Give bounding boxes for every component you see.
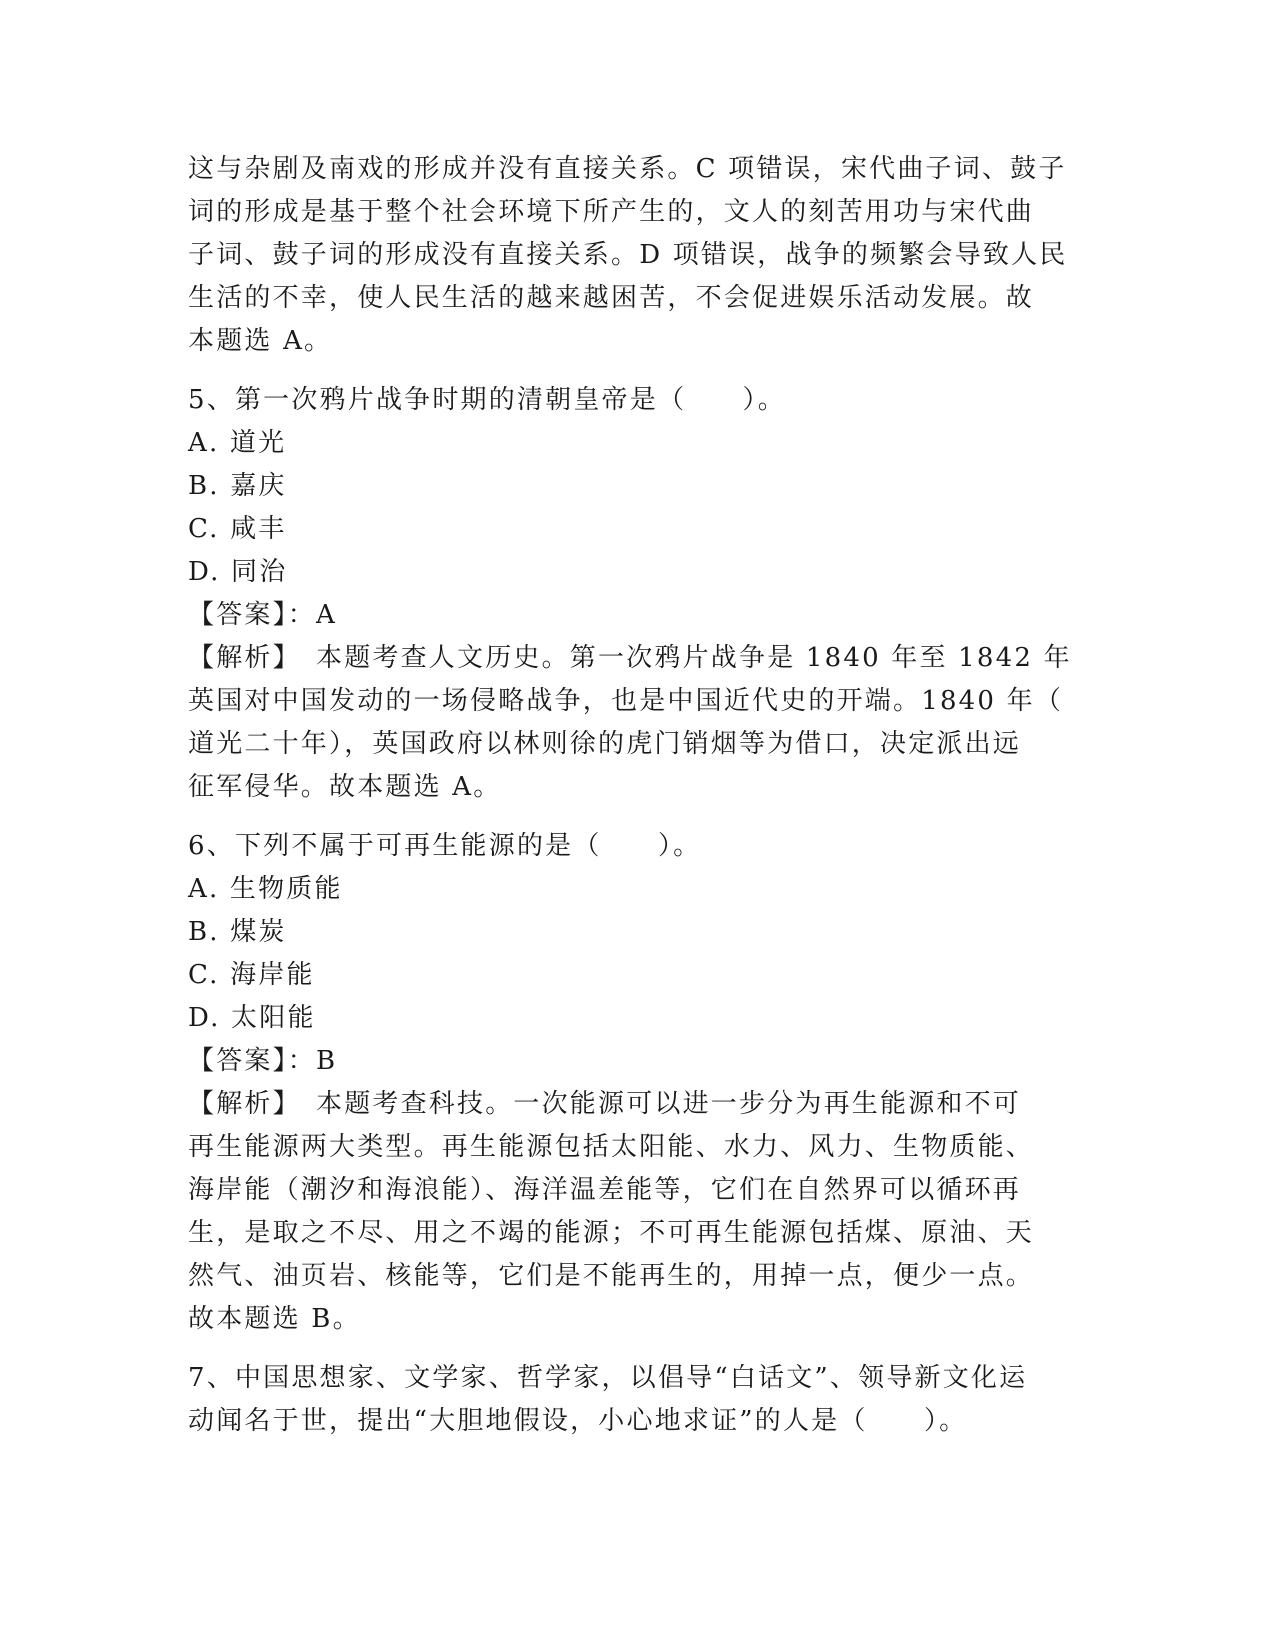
previous-explanation — [188, 148, 1088, 363]
explanation-line: 生，是取之不尽、用之不竭的能源；不可再生能源包括煤、原油、天 — [188, 1218, 1035, 1248]
question-6 — [188, 825, 1088, 1341]
question-stem: 7、中国思想家、文学家、哲学家，以倡导“白话文”、领导新文化运 — [188, 1363, 1028, 1393]
option-d: D. 太阳能 — [188, 1003, 316, 1033]
explanation-line: 再生能源两大类型。再生能源包括太阳能、水力、风力、生物质能、 — [188, 1132, 1035, 1162]
explanation-line: 英国对中国发动的一场侵略战争，也是中国近代史的开端。1840 年（ — [188, 686, 1064, 716]
question-5 — [188, 379, 1088, 809]
document-page — [188, 148, 1088, 1443]
text-line: 这与杂剧及南戏的形成并没有直接关系。C 项错误，宋代曲子词、鼓子 — [188, 154, 1067, 184]
text-line: 子词、鼓子词的形成没有直接关系。D 项错误，战争的频繁会导致人民 — [188, 240, 1068, 270]
explanation-line: 然气、油页岩、核能等，它们是不能再生的，用掉一点，便少一点。 — [188, 1261, 1035, 1291]
text-line: 词的形成是基于整个社会环境下所产生的，文人的刻苦用功与宋代曲 — [188, 197, 1035, 227]
question-stem: 6、下列不属于可再生能源的是（ ）。 — [188, 831, 702, 861]
explanation-line: 故本题选 B。 — [188, 1304, 361, 1334]
question-7 — [188, 1357, 1088, 1443]
answer-line: 【答案】：B — [188, 1046, 338, 1076]
option-a: A. 道光 — [188, 428, 287, 458]
option-a: A. 生物质能 — [188, 874, 343, 904]
question-stem: 动闻名于世，提出“大胆地假设，小心地求证”的人是（ ）。 — [188, 1406, 968, 1436]
explanation-line: 征军侵华。故本题选 A。 — [188, 772, 502, 802]
answer-line: 【答案】：A — [188, 600, 337, 630]
option-d: D. 同治 — [188, 557, 288, 587]
text-line: 生活的不幸，使人民生活的越来越困苦，不会促进娱乐活动发展。故 — [188, 283, 1035, 313]
explanation-line: 【解析】 本题考查人文历史。第一次鸦片战争是 1840 年至 1842 年 — [188, 643, 1072, 673]
option-b: B. 嘉庆 — [188, 471, 287, 501]
option-b: B. 煤炭 — [188, 917, 287, 947]
explanation-line: 道光二十年），英国政府以林则徐的虎门销烟等为借口，决定派出远 — [188, 729, 1022, 759]
option-c: C. 咸丰 — [188, 514, 287, 544]
explanation-line: 【解析】 本题考查科技。一次能源可以进一步分为再生能源和不可 — [188, 1089, 1022, 1119]
text-line: 本题选 A。 — [188, 326, 333, 356]
explanation-line: 海岸能（潮汐和海浪能）、海洋温差能等，它们在自然界可以循环再 — [188, 1175, 1022, 1205]
question-stem: 5、第一次鸦片战争时期的清朝皇帝是（ ）。 — [188, 385, 786, 415]
option-c: C. 海岸能 — [188, 960, 315, 990]
